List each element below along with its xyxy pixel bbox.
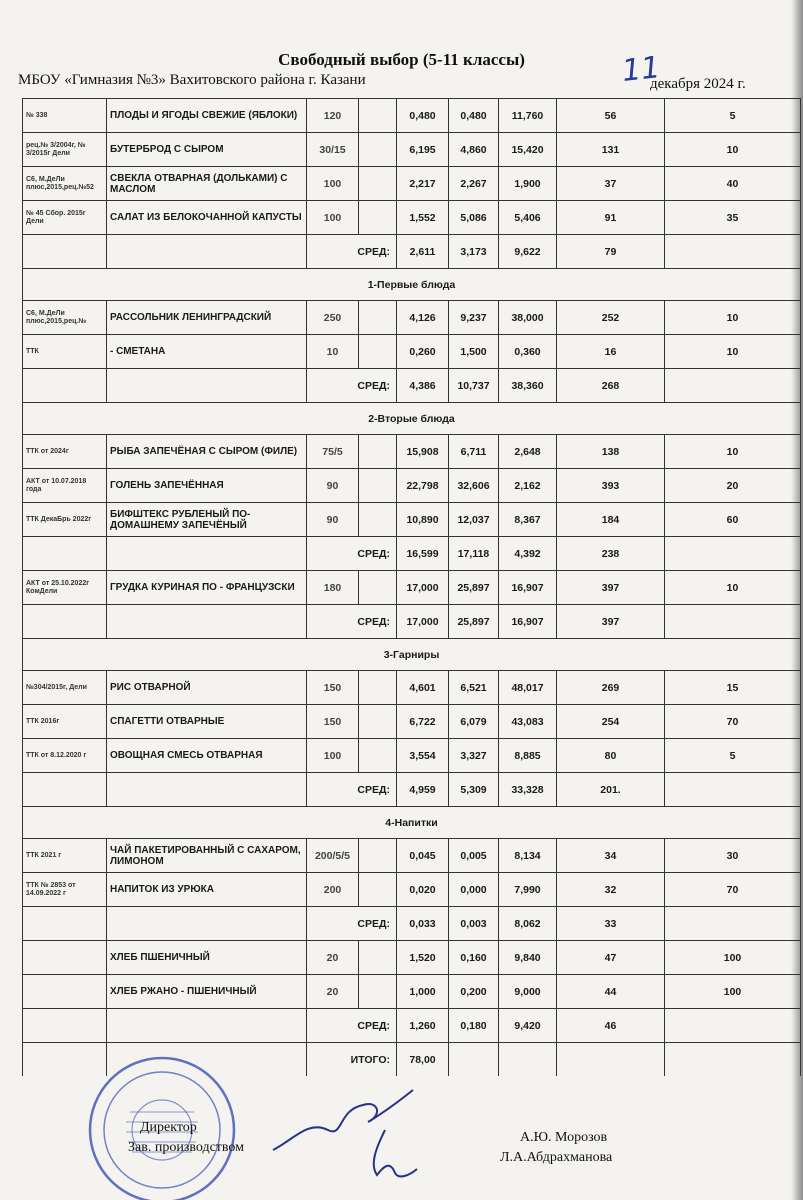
month-year: декабря 2024 г. bbox=[650, 76, 746, 92]
carbs-value: 8,885 bbox=[499, 739, 557, 773]
avg-fats: 5,309 bbox=[449, 773, 499, 807]
dish-name: СВЕКЛА ОТВАРНАЯ (ДОЛЬКАМИ) С МАСЛОМ bbox=[107, 167, 307, 201]
price-value: 10 bbox=[665, 301, 801, 335]
fats-value: 6,079 bbox=[449, 705, 499, 739]
price-value: 15 bbox=[665, 671, 801, 705]
energy-value: 44 bbox=[557, 975, 665, 1009]
portion-weight: 200 bbox=[307, 873, 359, 907]
section-title: 3-Гарниры bbox=[23, 639, 801, 671]
proteins-value: 3,554 bbox=[397, 739, 449, 773]
menu-item-row bbox=[23, 941, 801, 975]
price-value: 100 bbox=[665, 975, 801, 1009]
empty-cell bbox=[665, 1009, 801, 1043]
portion-weight: 100 bbox=[307, 739, 359, 773]
empty-cell bbox=[665, 773, 801, 807]
avg-carbs: 38,360 bbox=[499, 369, 557, 403]
dish-name: ЧАЙ ПАКЕТИРОВАННЫЙ С САХАРОМ, ЛИМОНОМ bbox=[107, 839, 307, 873]
carbs-value: 2,162 bbox=[499, 469, 557, 503]
dish-name: ХЛЕБ ПШЕНИЧНЫЙ bbox=[107, 941, 307, 975]
price-value: 30 bbox=[665, 839, 801, 873]
menu-item-row bbox=[23, 167, 801, 201]
empty-cell bbox=[23, 369, 107, 403]
portion-weight: 20 bbox=[307, 941, 359, 975]
empty-cell bbox=[665, 605, 801, 639]
recipe-code bbox=[23, 975, 107, 1009]
recipe-code: АКТ от 25.10.2022г КомДели bbox=[23, 571, 107, 605]
empty-cell bbox=[665, 907, 801, 941]
energy-value: 131 bbox=[557, 133, 665, 167]
empty-cell bbox=[23, 605, 107, 639]
carbs-value: 5,406 bbox=[499, 201, 557, 235]
proteins-value: 4,601 bbox=[397, 671, 449, 705]
dish-name: ГОЛЕНЬ ЗАПЕЧЁННАЯ bbox=[107, 469, 307, 503]
dish-name: НАПИТОК ИЗ УРЮКА bbox=[107, 873, 307, 907]
total-label: ИТОГО: bbox=[307, 1043, 397, 1077]
average-label: СРЕД: bbox=[307, 537, 397, 571]
avg-energy: 268 bbox=[557, 369, 665, 403]
avg-proteins: 4,386 bbox=[397, 369, 449, 403]
empty-cell bbox=[359, 873, 397, 907]
carbs-value: 15,420 bbox=[499, 133, 557, 167]
section-header-row bbox=[23, 639, 801, 671]
price-value: 40 bbox=[665, 167, 801, 201]
fats-value: 25,897 bbox=[449, 571, 499, 605]
energy-value: 269 bbox=[557, 671, 665, 705]
menu-item-row bbox=[23, 99, 801, 133]
avg-fats: 0,180 bbox=[449, 1009, 499, 1043]
fats-value: 2,267 bbox=[449, 167, 499, 201]
energy-value: 37 bbox=[557, 167, 665, 201]
dish-name: РАССОЛЬНИК ЛЕНИНГРАДСКИЙ bbox=[107, 301, 307, 335]
section-title: 1-Первые блюда bbox=[23, 269, 801, 301]
price-value: 10 bbox=[665, 571, 801, 605]
carbs-value: 16,907 bbox=[499, 571, 557, 605]
avg-energy: 238 bbox=[557, 537, 665, 571]
proteins-value: 0,045 bbox=[397, 839, 449, 873]
empty-cell bbox=[359, 301, 397, 335]
proteins-value: 6,195 bbox=[397, 133, 449, 167]
total-value: 78,00 bbox=[397, 1043, 449, 1077]
empty-cell bbox=[359, 975, 397, 1009]
price-value: 10 bbox=[665, 133, 801, 167]
price-value: 20 bbox=[665, 469, 801, 503]
avg-carbs: 8,062 bbox=[499, 907, 557, 941]
empty-cell bbox=[107, 235, 307, 269]
avg-fats: 10,737 bbox=[449, 369, 499, 403]
price-value: 70 bbox=[665, 705, 801, 739]
energy-value: 32 bbox=[557, 873, 665, 907]
price-value: 100 bbox=[665, 941, 801, 975]
empty-cell bbox=[359, 839, 397, 873]
portion-weight: 75/5 bbox=[307, 435, 359, 469]
portion-weight: 100 bbox=[307, 167, 359, 201]
carbs-value: 1,900 bbox=[499, 167, 557, 201]
handwritten-day: 11 bbox=[620, 50, 662, 89]
recipe-code: ТТК № 2853 от 14.09.2022 г bbox=[23, 873, 107, 907]
fats-value: 0,480 bbox=[449, 99, 499, 133]
avg-energy: 201. bbox=[557, 773, 665, 807]
avg-carbs: 16,907 bbox=[499, 605, 557, 639]
fats-value: 0,000 bbox=[449, 873, 499, 907]
empty-cell bbox=[359, 335, 397, 369]
avg-fats: 0,003 bbox=[449, 907, 499, 941]
manager-label: Зав. производством bbox=[128, 1140, 245, 1155]
menu-item-row bbox=[23, 873, 801, 907]
section-title: 4-Напитки bbox=[23, 807, 801, 839]
average-row bbox=[23, 605, 801, 639]
avg-fats: 25,897 bbox=[449, 605, 499, 639]
fats-value: 0,160 bbox=[449, 941, 499, 975]
empty-cell bbox=[107, 369, 307, 403]
section-title: 2-Вторые блюда bbox=[23, 403, 801, 435]
portion-weight: 200/5/5 bbox=[307, 839, 359, 873]
empty-cell bbox=[359, 201, 397, 235]
carbs-value: 43,083 bbox=[499, 705, 557, 739]
recipe-code: №304/2015г, Дели bbox=[23, 671, 107, 705]
energy-value: 254 bbox=[557, 705, 665, 739]
portion-weight: 180 bbox=[307, 571, 359, 605]
average-label: СРЕД: bbox=[307, 907, 397, 941]
recipe-code: рец.№ 3/2004г, № 3/2015г Дели bbox=[23, 133, 107, 167]
proteins-value: 17,000 bbox=[397, 571, 449, 605]
empty-cell bbox=[107, 773, 307, 807]
recipe-code: ТТК от 2024г bbox=[23, 435, 107, 469]
energy-value: 16 bbox=[557, 335, 665, 369]
carbs-value: 7,990 bbox=[499, 873, 557, 907]
portion-weight: 120 bbox=[307, 99, 359, 133]
average-row bbox=[23, 235, 801, 269]
recipe-code: ТТК bbox=[23, 335, 107, 369]
portion-weight: 150 bbox=[307, 705, 359, 739]
section-header-row bbox=[23, 807, 801, 839]
empty-cell bbox=[23, 907, 107, 941]
price-value: 10 bbox=[665, 435, 801, 469]
dish-name: СПАГЕТТИ ОТВАРНЫЕ bbox=[107, 705, 307, 739]
carbs-value: 8,367 bbox=[499, 503, 557, 537]
proteins-value: 0,260 bbox=[397, 335, 449, 369]
empty-cell bbox=[359, 469, 397, 503]
menu-item-row bbox=[23, 301, 801, 335]
carbs-value: 9,840 bbox=[499, 941, 557, 975]
energy-value: 56 bbox=[557, 99, 665, 133]
proteins-value: 4,126 bbox=[397, 301, 449, 335]
fats-value: 4,860 bbox=[449, 133, 499, 167]
average-label: СРЕД: bbox=[307, 369, 397, 403]
empty-cell bbox=[107, 907, 307, 941]
empty-cell bbox=[665, 1043, 801, 1077]
recipe-code: ТТК 2016г bbox=[23, 705, 107, 739]
recipe-code: ТТК от 8.12.2020 г bbox=[23, 739, 107, 773]
recipe-code: С6, М.ДеЛи плюс,2015,рец.№52 bbox=[23, 167, 107, 201]
recipe-code: ТТК ДекаБрь 2022г bbox=[23, 503, 107, 537]
energy-value: 397 bbox=[557, 571, 665, 605]
dish-name: ХЛЕБ РЖАНО - ПШЕНИЧНЫЙ bbox=[107, 975, 307, 1009]
price-value: 5 bbox=[665, 99, 801, 133]
document-title: Свободный выбор (5-11 классы) bbox=[278, 50, 525, 69]
energy-value: 138 bbox=[557, 435, 665, 469]
empty-cell bbox=[359, 99, 397, 133]
school-name: МБОУ «Гимназия №3» Вахитовского района г. Казани bbox=[18, 72, 366, 88]
avg-carbs: 33,328 bbox=[499, 773, 557, 807]
dish-name: РЫБА ЗАПЕЧЁНАЯ С СЫРОМ (ФИЛЕ) bbox=[107, 435, 307, 469]
proteins-value: 1,000 bbox=[397, 975, 449, 1009]
carbs-value: 38,000 bbox=[499, 301, 557, 335]
portion-weight: 100 bbox=[307, 201, 359, 235]
carbs-value: 8,134 bbox=[499, 839, 557, 873]
proteins-value: 1,552 bbox=[397, 201, 449, 235]
empty-cell bbox=[23, 235, 107, 269]
carbs-value: 11,760 bbox=[499, 99, 557, 133]
avg-proteins: 0,033 bbox=[397, 907, 449, 941]
menu-item-row bbox=[23, 839, 801, 873]
fats-value: 0,005 bbox=[449, 839, 499, 873]
dish-name: ГРУДКА КУРИНАЯ ПО - ФРАНЦУЗСКИ bbox=[107, 571, 307, 605]
recipe-code: № 338 bbox=[23, 99, 107, 133]
energy-value: 393 bbox=[557, 469, 665, 503]
empty-cell bbox=[665, 369, 801, 403]
avg-energy: 33 bbox=[557, 907, 665, 941]
menu-item-row bbox=[23, 335, 801, 369]
average-row bbox=[23, 1009, 801, 1043]
fats-value: 6,711 bbox=[449, 435, 499, 469]
fats-value: 5,086 bbox=[449, 201, 499, 235]
avg-fats: 17,118 bbox=[449, 537, 499, 571]
price-value: 35 bbox=[665, 201, 801, 235]
fats-value: 6,521 bbox=[449, 671, 499, 705]
recipe-code: С6, М.ДеЛи плюс,2015,рец.№ bbox=[23, 301, 107, 335]
empty-cell bbox=[359, 503, 397, 537]
avg-proteins: 17,000 bbox=[397, 605, 449, 639]
empty-cell bbox=[107, 1009, 307, 1043]
proteins-value: 0,020 bbox=[397, 873, 449, 907]
fats-value: 1,500 bbox=[449, 335, 499, 369]
dish-name: ОВОЩНАЯ СМЕСЬ ОТВАРНАЯ bbox=[107, 739, 307, 773]
fats-value: 12,037 bbox=[449, 503, 499, 537]
energy-value: 80 bbox=[557, 739, 665, 773]
avg-carbs: 9,420 bbox=[499, 1009, 557, 1043]
recipe-code bbox=[23, 941, 107, 975]
empty-cell bbox=[23, 773, 107, 807]
average-label: СРЕД: bbox=[307, 605, 397, 639]
energy-value: 47 bbox=[557, 941, 665, 975]
empty-cell bbox=[359, 941, 397, 975]
avg-energy: 46 bbox=[557, 1009, 665, 1043]
dish-name: САЛАТ ИЗ БЕЛОКОЧАННОЙ КАПУСТЫ bbox=[107, 201, 307, 235]
director-label: Директор bbox=[140, 1120, 197, 1135]
avg-energy: 79 bbox=[557, 235, 665, 269]
average-row bbox=[23, 369, 801, 403]
proteins-value: 22,798 bbox=[397, 469, 449, 503]
portion-weight: 150 bbox=[307, 671, 359, 705]
average-row bbox=[23, 907, 801, 941]
empty-cell bbox=[499, 1043, 557, 1077]
avg-proteins: 2,611 bbox=[397, 235, 449, 269]
menu-item-row bbox=[23, 705, 801, 739]
energy-value: 252 bbox=[557, 301, 665, 335]
fats-value: 9,237 bbox=[449, 301, 499, 335]
dish-name: БИФШТЕКС РУБЛЕНЫЙ ПО-ДОМАШНЕМУ ЗАПЕЧЁНЫЙ bbox=[107, 503, 307, 537]
avg-proteins: 4,959 bbox=[397, 773, 449, 807]
menu-item-row bbox=[23, 469, 801, 503]
menu-item-row bbox=[23, 133, 801, 167]
portion-weight: 90 bbox=[307, 503, 359, 537]
empty-cell bbox=[359, 739, 397, 773]
empty-cell bbox=[23, 537, 107, 571]
menu-table bbox=[22, 98, 801, 1076]
empty-cell bbox=[107, 605, 307, 639]
energy-value: 184 bbox=[557, 503, 665, 537]
portion-weight: 20 bbox=[307, 975, 359, 1009]
carbs-value: 0,360 bbox=[499, 335, 557, 369]
fats-value: 32,606 bbox=[449, 469, 499, 503]
empty-cell bbox=[449, 1043, 499, 1077]
dish-name: - СМЕТАНА bbox=[107, 335, 307, 369]
fats-value: 3,327 bbox=[449, 739, 499, 773]
proteins-value: 6,722 bbox=[397, 705, 449, 739]
average-label: СРЕД: bbox=[307, 235, 397, 269]
carbs-value: 9,000 bbox=[499, 975, 557, 1009]
recipe-code: № 45 Сбор. 2015г Дели bbox=[23, 201, 107, 235]
empty-cell bbox=[359, 167, 397, 201]
portion-weight: 10 bbox=[307, 335, 359, 369]
section-header-row bbox=[23, 403, 801, 435]
dish-name: ПЛОДЫ И ЯГОДЫ СВЕЖИЕ (ЯБЛОКИ) bbox=[107, 99, 307, 133]
empty-cell bbox=[665, 235, 801, 269]
director-name: А.Ю. Морозов bbox=[520, 1130, 608, 1145]
empty-cell bbox=[359, 571, 397, 605]
fats-value: 0,200 bbox=[449, 975, 499, 1009]
average-row bbox=[23, 773, 801, 807]
carbs-value: 48,017 bbox=[499, 671, 557, 705]
avg-fats: 3,173 bbox=[449, 235, 499, 269]
dish-name: БУТЕРБРОД С СЫРОМ bbox=[107, 133, 307, 167]
carbs-value: 2,648 bbox=[499, 435, 557, 469]
dish-name: РИС ОТВАРНОЙ bbox=[107, 671, 307, 705]
empty-cell bbox=[23, 1009, 107, 1043]
price-value: 70 bbox=[665, 873, 801, 907]
section-header-row bbox=[23, 269, 801, 301]
menu-item-row bbox=[23, 975, 801, 1009]
empty-cell bbox=[359, 133, 397, 167]
empty-cell bbox=[107, 537, 307, 571]
average-label: СРЕД: bbox=[307, 773, 397, 807]
proteins-value: 0,480 bbox=[397, 99, 449, 133]
menu-item-row bbox=[23, 435, 801, 469]
empty-cell bbox=[359, 671, 397, 705]
avg-proteins: 16,599 bbox=[397, 537, 449, 571]
menu-item-row bbox=[23, 201, 801, 235]
avg-carbs: 4,392 bbox=[499, 537, 557, 571]
menu-item-row bbox=[23, 739, 801, 773]
avg-carbs: 9,622 bbox=[499, 235, 557, 269]
portion-weight: 30/15 bbox=[307, 133, 359, 167]
manager-signature bbox=[355, 1125, 425, 1185]
proteins-value: 1,520 bbox=[397, 941, 449, 975]
proteins-value: 2,217 bbox=[397, 167, 449, 201]
menu-item-row bbox=[23, 671, 801, 705]
proteins-value: 10,890 bbox=[397, 503, 449, 537]
empty-cell bbox=[359, 705, 397, 739]
average-label: СРЕД: bbox=[307, 1009, 397, 1043]
menu-item-row bbox=[23, 571, 801, 605]
price-value: 10 bbox=[665, 335, 801, 369]
empty-cell bbox=[359, 435, 397, 469]
empty-cell bbox=[557, 1043, 665, 1077]
portion-weight: 250 bbox=[307, 301, 359, 335]
avg-proteins: 1,260 bbox=[397, 1009, 449, 1043]
manager-name: Л.А.Абдрахманова bbox=[500, 1150, 613, 1165]
recipe-code: ТТК 2021 г bbox=[23, 839, 107, 873]
average-row bbox=[23, 537, 801, 571]
proteins-value: 15,908 bbox=[397, 435, 449, 469]
price-value: 60 bbox=[665, 503, 801, 537]
energy-value: 91 bbox=[557, 201, 665, 235]
empty-cell bbox=[665, 537, 801, 571]
recipe-code: АКТ от 10.07.2018 года bbox=[23, 469, 107, 503]
avg-energy: 397 bbox=[557, 605, 665, 639]
energy-value: 34 bbox=[557, 839, 665, 873]
portion-weight: 90 bbox=[307, 469, 359, 503]
menu-item-row bbox=[23, 503, 801, 537]
price-value: 5 bbox=[665, 739, 801, 773]
